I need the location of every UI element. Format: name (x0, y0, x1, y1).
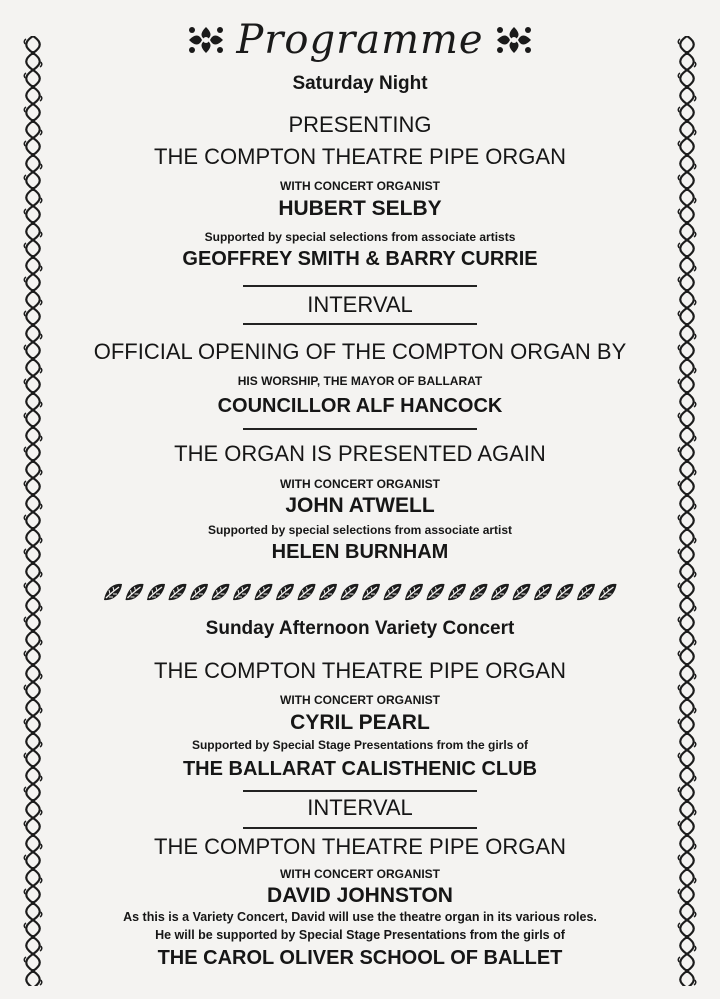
divider-rule (243, 827, 477, 829)
organist-name: CYRIL PEARL (290, 711, 430, 734)
supported-line: Supported by special selections from associate artist (207, 523, 513, 537)
opening-line: OFFICIAL OPENING OF THE COMPTON ORGAN BY (93, 339, 627, 364)
organist-name: JOHN ATWELL (285, 494, 435, 517)
variety-note-line-2: He will be supported by Special Stage Presentations from the girls of (155, 928, 565, 942)
title-row (60, 12, 660, 68)
organist-name: DAVID JOHNSTON (267, 884, 453, 907)
leaf-garland-icon (102, 580, 618, 606)
section-subtitle-saturday: Saturday Night (292, 73, 428, 94)
mayor-line: HIS WORSHIP, THE MAYOR OF BALLARAT (237, 374, 483, 388)
associate-artist: HELEN BURNHAM (271, 541, 449, 563)
damask-flourish-icon (494, 25, 534, 55)
organist-name: HUBERT SELBY (278, 197, 442, 220)
programme-page (60, 0, 660, 999)
leaf-garland-divider (102, 580, 618, 606)
damask-flourish-icon (186, 25, 226, 55)
divider-rule (243, 790, 477, 792)
variety-note-line-1: As this is a Variety Concert, David will use the theatre organ in its various roles. (123, 910, 597, 924)
councillor-name: COUNCILLOR ALF HANCOCK (217, 395, 503, 417)
section-heading-sunday: Sunday Afternoon Variety Concert (205, 618, 515, 639)
presented-again-line: THE ORGAN IS PRESENTED AGAIN (174, 441, 546, 466)
organ-line: THE COMPTON THEATRE PIPE ORGAN (154, 834, 566, 859)
with-organist-label: WITH CONCERT ORGANIST (280, 867, 440, 881)
organ-line: THE COMPTON THEATRE PIPE ORGAN (154, 144, 566, 169)
chain-border-icon (676, 36, 698, 986)
supported-line: Supported by special selections from associate artists (204, 230, 516, 244)
presenting-line: PRESENTING (288, 112, 432, 137)
divider-rule (243, 323, 477, 325)
school-name: THE CAROL OLIVER SCHOOL OF BALLET (157, 947, 563, 969)
interval-heading: INTERVAL (307, 795, 413, 820)
right-chain-border (676, 36, 698, 986)
supported-line: Supported by Special Stage Presentations from the girls of (191, 738, 529, 752)
left-chain-border (22, 36, 44, 986)
associate-artists: GEOFFREY SMITH & BARRY CURRIE (182, 248, 538, 270)
divider-rule (243, 285, 477, 287)
divider-rule (243, 428, 477, 430)
chain-border-icon (22, 36, 44, 986)
club-name: THE BALLARAT CALISTHENIC CLUB (182, 758, 538, 780)
with-organist-label: WITH CONCERT ORGANIST (280, 693, 440, 707)
page-title: Programme (236, 17, 484, 63)
with-organist-label: WITH CONCERT ORGANIST (280, 477, 440, 491)
with-organist-label: WITH CONCERT ORGANIST (280, 179, 440, 193)
interval-heading: INTERVAL (307, 292, 413, 317)
organ-line: THE COMPTON THEATRE PIPE ORGAN (154, 658, 566, 683)
